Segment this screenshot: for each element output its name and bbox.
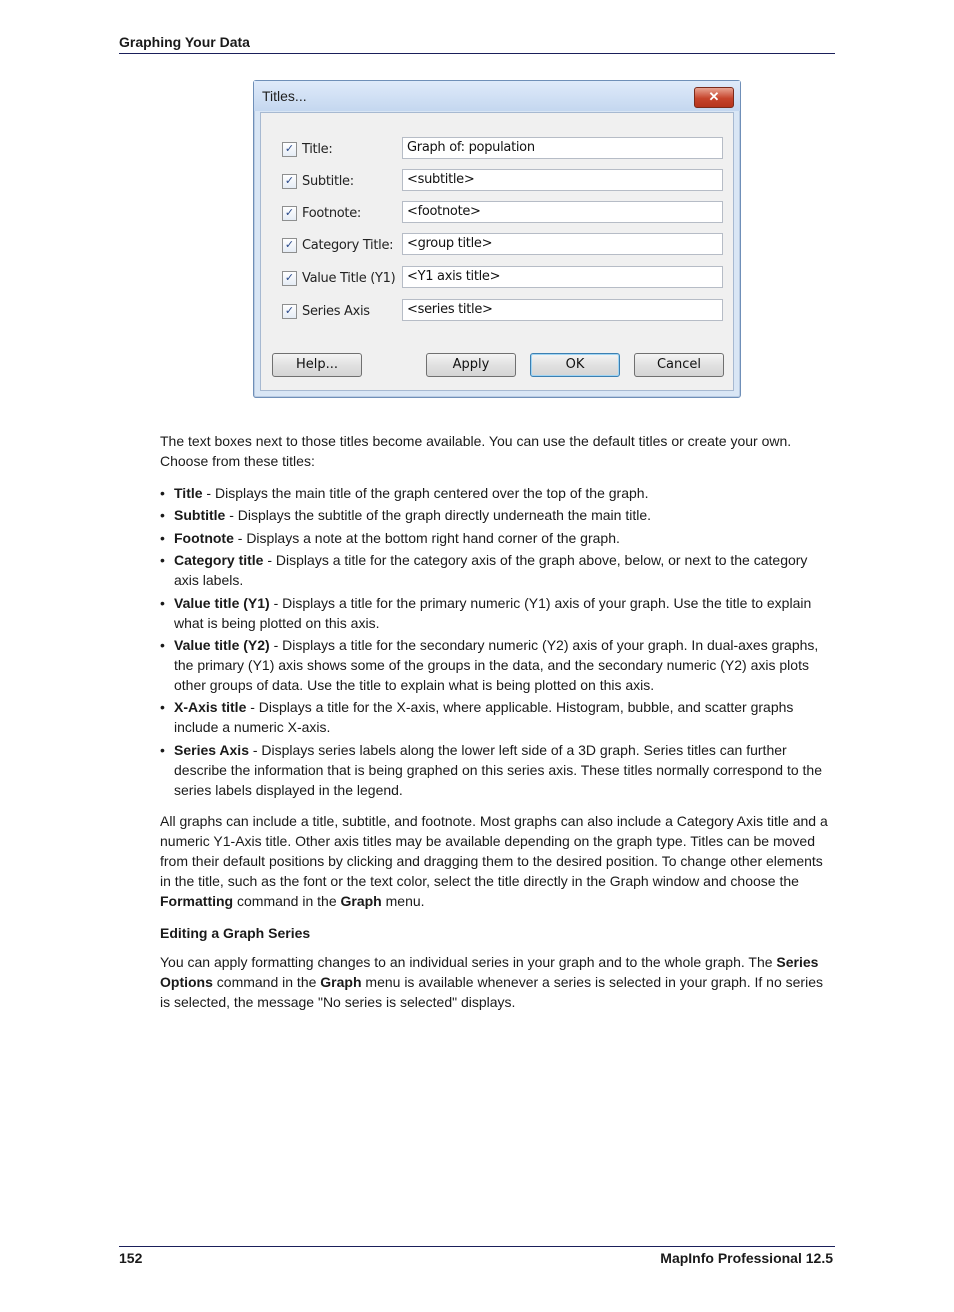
list-item-term: Footnote (174, 529, 234, 546)
list-item: • Value title (Y2) - Displays a title for the secondary numeric (Y2) axis of your graph. In dual-axes graphs, the primary (Y1) axis shows some of the groups in the data, and the secondary numeric (Y2) axis plots other groups of data. Use the title to explain what is being plotted on this axis. (160, 636, 819, 693)
titles-dialog (253, 80, 741, 398)
list-item: • Series Axis - Displays series labels along the lower left side of a 3D graph. Series titles can further describe the information that is being graphed on this series axis. These titles normally correspond to the series labels displayed in the legend. (160, 741, 822, 798)
series-axis-label: Series Axis (302, 304, 370, 319)
list-item-term: Value title (Y1) (174, 594, 270, 611)
ok-button[interactable]: OK (530, 353, 620, 377)
series-axis-input[interactable]: <series title> (402, 299, 723, 321)
titles-paragraph: All graphs can include a title, subtitle, and footnote. Most graphs can also include a Category Axis title and a numeric Y1-Axis title. Other axis titles may be available depending on the graph type. Titles can be moved from their default positions by clicking and dragging them to the desired position. To change other elements in the title, such as the font or the text color, select the title directly in the Graph window and choose the Formatting command in the Graph menu. (160, 812, 828, 909)
series-paragraph: You can apply formatting changes to an individual series in your graph and to the whole graph. The Series Options command in the Graph menu is available whenever a series is selected in your graph. If no series is selected, the message "No series is selected" displays. (160, 953, 823, 1010)
list-item: • Category title - Displays a title for the category axis of the graph above, below, or next to the category axis labels. (160, 552, 808, 589)
series-axis-row (261, 299, 733, 325)
value-title-row (261, 266, 733, 292)
dialog-titlebar (254, 81, 740, 111)
list-item-text: - Displays the main title of the graph centered over the top of the graph. (202, 485, 649, 501)
dialog-title: Titles... (262, 88, 307, 104)
help-button[interactable]: Help... (272, 353, 362, 377)
footnote-row (261, 201, 733, 227)
value-title-label: Value Title (Y1) (302, 271, 396, 286)
titles-list (160, 483, 836, 800)
category-title-row (261, 233, 733, 259)
title-input[interactable]: Graph of: population (402, 137, 723, 159)
value-title-checkbox[interactable]: ✓ (282, 271, 297, 286)
list-item-term: Title (174, 485, 203, 501)
category-title-input[interactable]: <group title> (402, 233, 723, 255)
section-heading: Editing a Graph Series (160, 924, 311, 941)
category-title-checkbox[interactable]: ✓ (282, 238, 297, 253)
subtitle-row (261, 169, 733, 195)
body-content (160, 431, 836, 1024)
subtitle-checkbox[interactable]: ✓ (282, 174, 297, 189)
list-item: • Value title (Y1) - Displays a title for the primary numeric (Y1) axis of your graph. Use the title to explain what is being plotted on this axis. (160, 594, 812, 631)
footnote-checkbox[interactable]: ✓ (282, 206, 297, 221)
series-axis-checkbox[interactable]: ✓ (282, 304, 297, 319)
list-item-term: Value title (Y2) (174, 636, 270, 653)
footnote-input[interactable]: <footnote> (402, 201, 723, 223)
value-title-input[interactable]: <Y1 axis title> (402, 266, 723, 288)
list-item-term: Subtitle (174, 507, 226, 524)
list-item-text: - Displays series labels along the lower left side of a 3D graph. Series titles can further describe the information that is being graphed on this series axis. These titles normally correspond to the series labels displayed in the legend. (174, 741, 822, 798)
running-footer (119, 1246, 835, 1266)
list-item: • Subtitle - Displays the subtitle of the graph directly underneath the main title. (160, 507, 652, 524)
list-item: • X-Axis title - Displays a title for the X-axis, where applicable. Histogram, bubble, and scatter graphs include a numeric X-axis. (160, 699, 794, 736)
title-label: Title: (302, 142, 333, 157)
page-number: 152 (119, 1250, 143, 1266)
list-item-text: - Displays a title for the category axis of the graph above, below, or next to the category axis labels. (174, 552, 808, 589)
close-icon: ✕ (708, 89, 720, 104)
subtitle-input[interactable]: <subtitle> (402, 169, 723, 191)
subtitle-label: Subtitle: (302, 174, 354, 189)
category-title-label: Category Title: (302, 238, 394, 253)
list-item-text: - Displays a title for the X-axis, where applicable. Histogram, bubble, and scatter graphs include a numeric X-axis. (174, 699, 794, 736)
product-name: MapInfo Professional 12.5 (660, 1250, 833, 1266)
cancel-button[interactable]: Cancel (634, 353, 724, 377)
list-item-text: - Displays the subtitle of the graph directly underneath the main title. (225, 507, 652, 524)
list-item: • Title - Displays the main title of the graph centered over the top of the graph. (160, 485, 649, 501)
dialog-client-area (260, 112, 734, 391)
apply-button[interactable]: Apply (426, 353, 516, 377)
list-item-term: Category title (174, 552, 264, 569)
intro-paragraph: The text boxes next to those titles become available. You can use the default titles or create your own. Choose from these titles: (160, 433, 792, 469)
running-header: Graphing Your Data (119, 34, 835, 54)
close-button[interactable] (694, 87, 734, 108)
list-item-term: Series Axis (174, 741, 249, 758)
list-item-term: X-Axis title (174, 699, 247, 716)
list-item-text: - Displays a title for the primary numeric (Y1) axis of your graph. Use the title to explain what is being plotted on this axis. (174, 594, 812, 631)
title-checkbox[interactable]: ✓ (282, 142, 297, 157)
list-item-text: - Displays a title for the secondary numeric (Y2) axis of your graph. In dual-axes graphs, the primary (Y1) axis shows some of the groups in the data, and the secondary numeric (Y2) axis plots other groups of data. Use the title to explain what is being plotted on this axis. (174, 636, 819, 693)
list-item: • Footnote - Displays a note at the bottom right hand corner of the graph. (160, 529, 620, 546)
footnote-label: Footnote: (302, 206, 361, 221)
list-item-text: - Displays a note at the bottom right hand corner of the graph. (233, 529, 620, 546)
title-row (261, 137, 733, 163)
